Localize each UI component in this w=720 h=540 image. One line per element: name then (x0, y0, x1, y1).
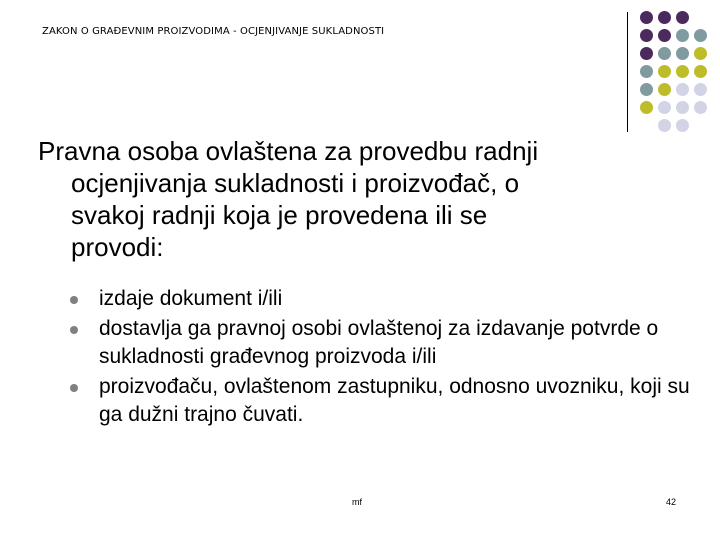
bullet-dot-icon (70, 326, 78, 334)
decor-dot (676, 65, 689, 78)
decor-dot (676, 47, 689, 60)
decor-dot (640, 11, 653, 24)
decor-dot (658, 119, 671, 132)
footer-author: mf (352, 497, 362, 507)
bullet-text: izdaje dokument i/ili (99, 287, 283, 310)
decor-dot (676, 29, 689, 42)
decor-dot (676, 101, 689, 114)
bullet-item (70, 285, 690, 313)
page-number: 42 (666, 497, 677, 507)
main-paragraph (38, 135, 688, 263)
decor-dot (640, 101, 653, 114)
decor-dot (676, 83, 689, 96)
header-divider (627, 12, 628, 132)
decor-dot (658, 65, 671, 78)
decor-dot (640, 65, 653, 78)
main-line: Pravna osoba ovlaštena za provedbu radnji (38, 136, 539, 166)
decor-dot (694, 29, 707, 42)
decor-dot (658, 101, 671, 114)
decor-dot (640, 83, 653, 96)
bullet-dot-icon (70, 296, 78, 304)
bullet-text: dostavlja ga pravnoj osobi ovlaštenoj za izdavanje potvrde o sukladnosti građevnog proizvoda i/ili (99, 317, 659, 368)
decor-dot (640, 47, 653, 60)
decor-dot (658, 83, 671, 96)
decor-dot (694, 101, 707, 114)
bullet-text: proizvođaču, ovlaštenom zastupniku, odnosno uvozniku, koji su ga dužni trajno čuvati. (99, 375, 690, 426)
decor-dot (658, 29, 671, 42)
decor-dot (640, 29, 653, 42)
bullet-dot-icon (70, 384, 78, 392)
decor-dot (694, 83, 707, 96)
main-line: provodi: (71, 232, 164, 262)
main-line: ocjenjivanja sukladnosti i proizvođač, o (71, 168, 520, 198)
decor-dot (676, 11, 689, 24)
bullet-list (70, 285, 690, 431)
bullet-item (70, 315, 690, 371)
decor-dot (694, 47, 707, 60)
bullet-item (70, 373, 690, 429)
main-line: svakoj radnji koja je provedena ili se (71, 200, 488, 230)
decor-dot (676, 119, 689, 132)
decor-dot (658, 11, 671, 24)
decor-dot (694, 65, 707, 78)
decor-dot (658, 47, 671, 60)
slide-header: ZAKON O GRAĐEVNIM PROIZVODIMA - OCJENJIVANJE SUKLADNOSTI (42, 26, 385, 37)
